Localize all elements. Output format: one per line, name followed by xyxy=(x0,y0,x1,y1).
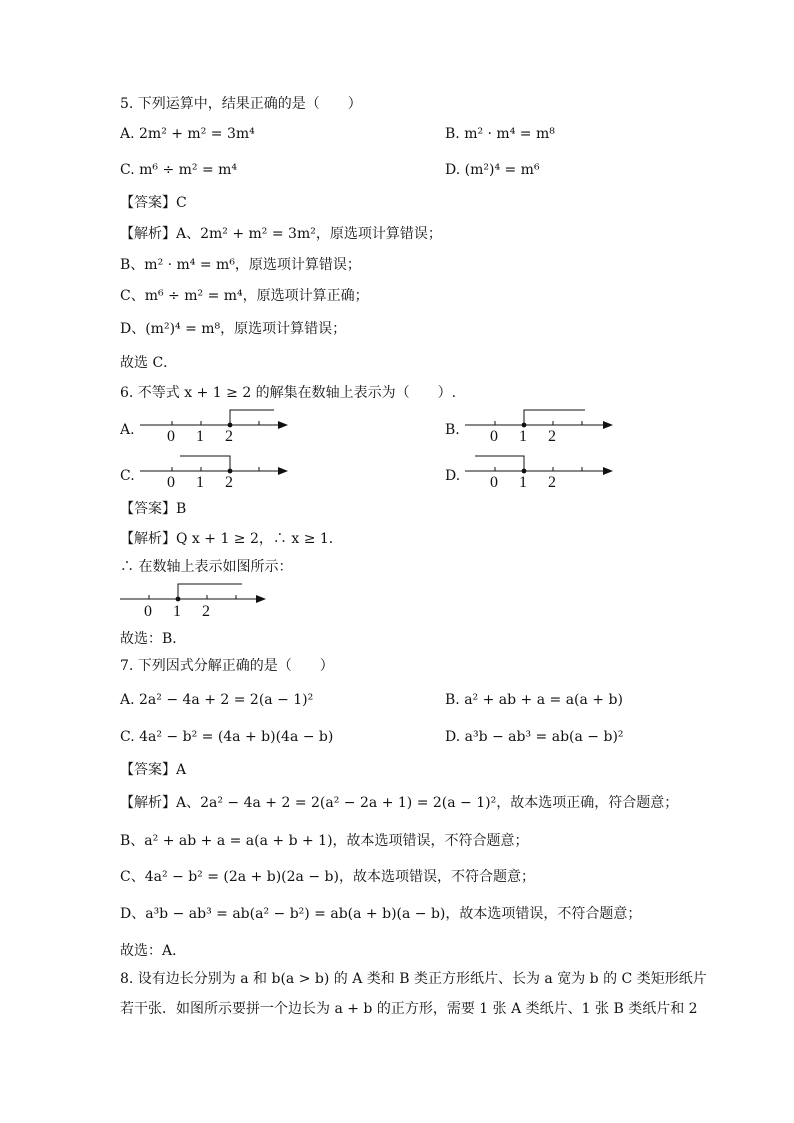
q5-answer: 【答案】C xyxy=(120,195,187,211)
tick-label-0: 0 xyxy=(490,474,498,491)
q5-stem: 5. 下列运算中，结果正确的是（ ） xyxy=(120,96,362,112)
solution-bracket xyxy=(475,456,524,471)
arrow-head xyxy=(278,421,288,429)
q6-option-d-number-line xyxy=(465,451,615,511)
q6-option-a-label: A. xyxy=(120,422,135,438)
solution-bracket xyxy=(178,584,242,599)
solution-bracket xyxy=(524,410,585,425)
q5-analysis-d: D、(m²)⁴ = m⁸，原选项计算错误； xyxy=(120,321,347,337)
tick-label-2: 2 xyxy=(225,474,233,491)
q7-option-d: D. a³b − ab³ = ab(a − b)² xyxy=(445,729,624,745)
q6-option-d-label: D. xyxy=(445,468,461,484)
q6-solution-number-line xyxy=(120,579,270,619)
solid-dot xyxy=(522,423,527,428)
q7-stem: 7. 下列因式分解正确的是（ ） xyxy=(120,658,334,674)
tick-label-2: 2 xyxy=(225,428,233,445)
q7-analysis-b: B、a² + ab + a = a(a + b + 1)，故本选项错误，不符合题意； xyxy=(120,833,529,849)
tick-label-0: 0 xyxy=(144,603,152,619)
q5-option-b: B. m² · m⁴ = m⁸ xyxy=(445,126,555,142)
q5-analysis-a: 【解析】A、2m² + m² = 3m²，原选项计算错误； xyxy=(120,226,442,242)
arrow-head xyxy=(603,467,613,475)
q7-option-a: A. 2a² − 4a + 2 = 2(a − 1)² xyxy=(120,692,314,708)
q6-analysis-1: 【解析】Q x + 1 ≥ 2，∴ x ≥ 1． xyxy=(120,531,343,547)
q7-option-b: B. a² + ab + a = a(a + b) xyxy=(445,692,623,708)
q5-analysis-c: C、m⁶ ÷ m² = m⁴，原选项计算正确； xyxy=(120,288,369,304)
q6-option-b-label: B. xyxy=(445,422,460,438)
tick-label-1: 1 xyxy=(519,428,527,445)
arrow-head xyxy=(603,421,613,429)
solid-dot xyxy=(228,469,233,474)
tick-label-2: 2 xyxy=(548,428,556,445)
q5-option-d: D. (m²)⁴ = m⁶ xyxy=(445,162,540,178)
q6-answer: 【答案】B xyxy=(120,501,187,517)
solution-bracket xyxy=(230,410,274,425)
q5-option-c: C. m⁶ ÷ m² = m⁴ xyxy=(120,162,238,178)
tick-label-1: 1 xyxy=(173,603,181,619)
q7-analysis-d: D、a³b − ab³ = ab(a² − b²) = ab(a + b)(a − b)，故本选项错误，不符合题意； xyxy=(120,906,642,922)
solid-dot xyxy=(176,597,181,602)
arrow-head xyxy=(278,467,288,475)
tick-label-1: 1 xyxy=(196,428,204,445)
q6-analysis-2: ∴ 在数轴上表示如图所示： xyxy=(120,559,293,575)
q5-analysis-b: B、m² · m⁴ = m⁶，原选项计算错误； xyxy=(120,257,361,273)
tick-label-0: 0 xyxy=(167,474,175,491)
arrow-head xyxy=(256,595,266,603)
q8-stem-line-1: 8. 设有边长分别为 a 和 b(a > b) 的 A 类和 B 类正方形纸片、长为 a 宽为 b 的 C 类矩形纸片 xyxy=(120,971,707,987)
tick-label-1: 1 xyxy=(196,474,204,491)
q5-option-a: A. 2m² + m² = 3m⁴ xyxy=(120,126,255,142)
q7-answer: 【答案】A xyxy=(120,762,187,778)
q7-option-c: C. 4a² − b² = (4a + b)(4a − b) xyxy=(120,729,334,745)
q7-conclusion: 故选：A． xyxy=(120,943,187,959)
tick-label-0: 0 xyxy=(167,428,175,445)
q5-conclusion: 故选 C． xyxy=(120,355,178,371)
q7-analysis-c: C、4a² − b² = (2a + b)(2a − b)，故本选项错误，不符合题意； xyxy=(120,869,535,885)
tick-label-1: 1 xyxy=(519,474,527,491)
q6-option-c-label: C. xyxy=(120,468,135,484)
q7-analysis-a: 【解析】A、2a² − 4a + 2 = 2(a² − 2a + 1) = 2(a − 1)²，故本选项正确，符合题意； xyxy=(120,795,679,811)
q6-conclusion: 故选：B． xyxy=(120,631,187,647)
tick-label-2: 2 xyxy=(548,474,556,491)
q8-stem-line-2: 若干张．如图所示要拼一个边长为 a + b 的正方形，需要 1 张 A 类纸片、1 张 B 类纸片和 2 xyxy=(120,1001,698,1017)
tick-label-2: 2 xyxy=(202,603,210,619)
solid-dot xyxy=(228,423,233,428)
q6-stem: 6. 不等式 x + 1 ≥ 2 的解集在数轴上表示为（ ）. xyxy=(120,385,457,401)
tick-label-0: 0 xyxy=(490,428,498,445)
solution-bracket xyxy=(180,456,230,471)
solid-dot xyxy=(522,469,527,474)
